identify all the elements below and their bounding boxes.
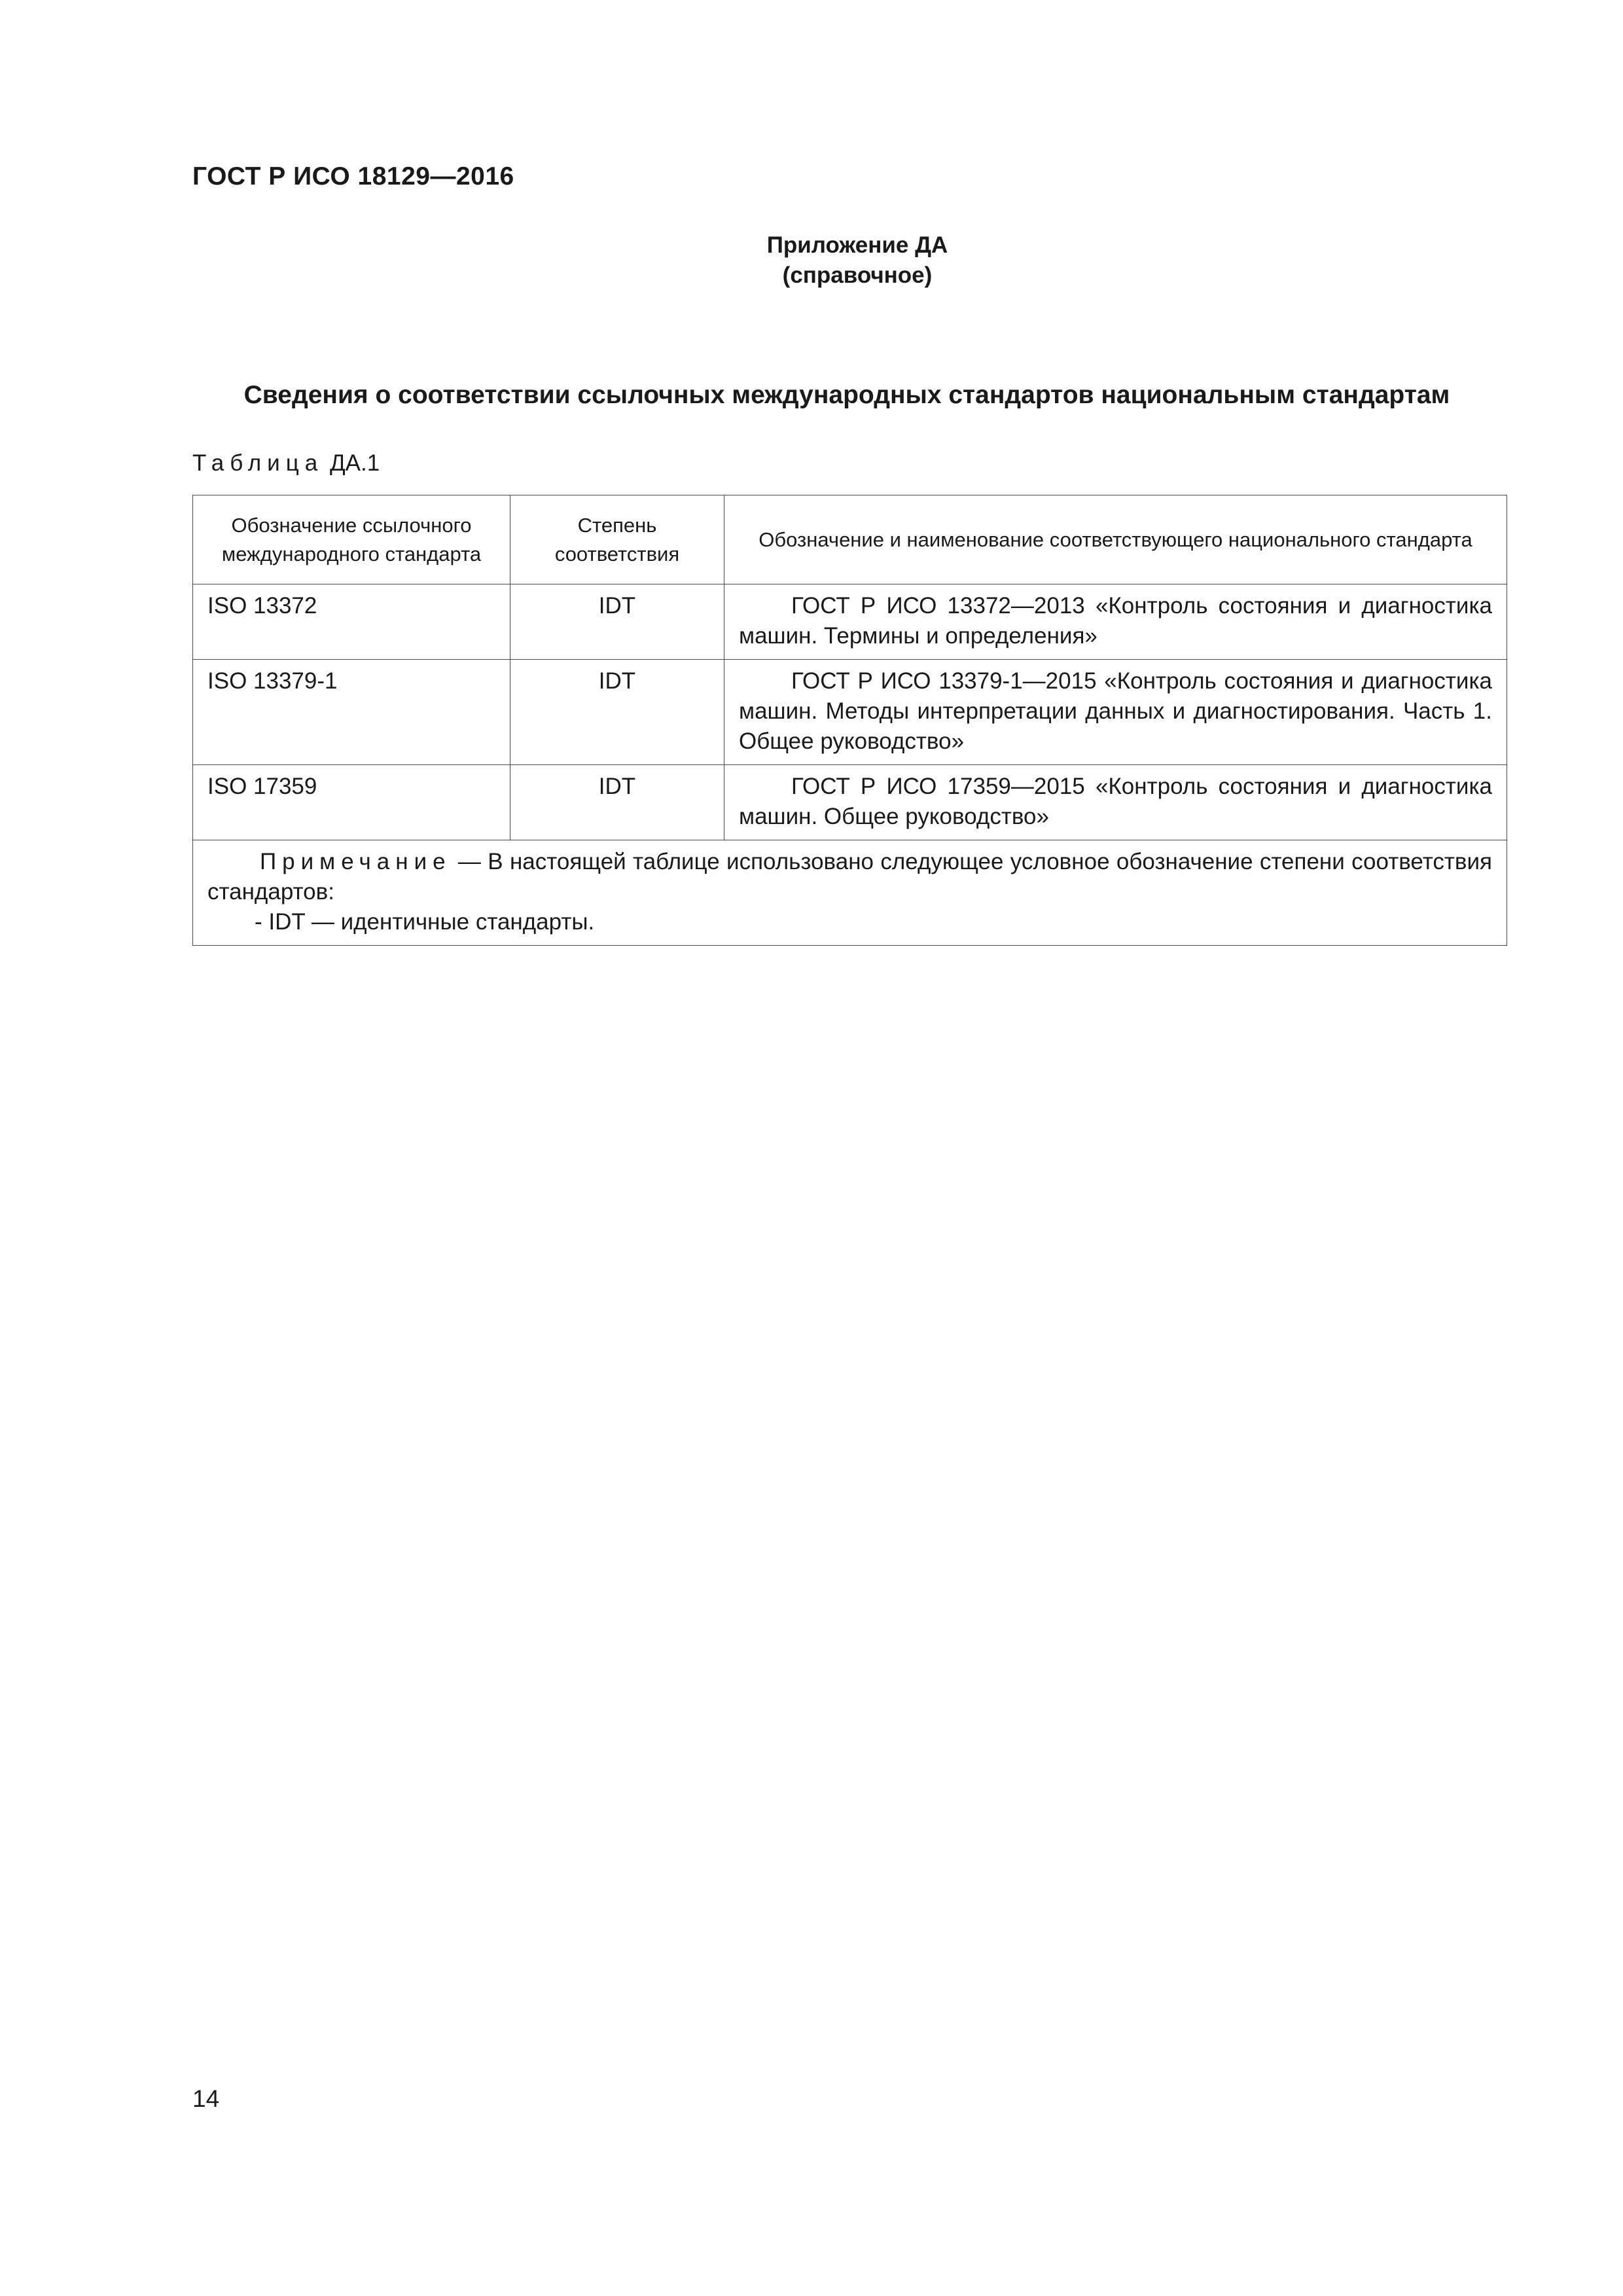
- annex-title: Приложение ДА: [766, 232, 948, 258]
- note-text: — В настоящей таблице использовано следующее условное обозначение степени соответствия стандартов:: [207, 849, 1492, 905]
- cell-degree: IDT: [510, 765, 724, 840]
- cell-degree: IDT: [510, 660, 724, 765]
- cell-intl: ISO 17359: [193, 765, 510, 840]
- cell-national: ГОСТ Р ИСО 13379-1—2015 «Контроль состояния и диагностика машин. Методы интерпретации данных и диагностирования. Часть 1. Общее руководство»: [724, 660, 1507, 765]
- note-label: Примечание: [260, 849, 452, 874]
- table-label-number: ДА.1: [329, 450, 380, 476]
- column-header-degree: Степень соответствия: [510, 495, 724, 584]
- cell-national: ГОСТ Р ИСО 13372—2013 «Контроль состояния и диагностика машин. Термины и определения»: [724, 584, 1507, 660]
- table-row: [193, 765, 1507, 840]
- annex-type: (справочное): [782, 262, 933, 288]
- table-row: [193, 584, 1507, 660]
- document-header-id: ГОСТ Р ИСО 18129—2016: [192, 162, 514, 190]
- table-note: [193, 840, 1507, 946]
- standards-table: [192, 495, 1507, 946]
- cell-degree: IDT: [510, 584, 724, 660]
- table-row: [193, 660, 1507, 765]
- column-header-national: Обозначение и наименование соответствующего национального стандарта: [724, 495, 1507, 584]
- section-title: Сведения о соответствии ссылочных международных стандартов национальным стандартам: [243, 381, 1450, 409]
- page-number: 14: [192, 2085, 220, 2112]
- note-list-item: - IDT — идентичные стандарты.: [255, 909, 595, 935]
- table-label: [192, 450, 380, 476]
- cell-intl: ISO 13379-1: [193, 660, 510, 765]
- cell-intl: ISO 13372: [193, 584, 510, 660]
- table-header-row: [193, 495, 1507, 584]
- column-header-intl: Обозначение ссылочного международного стандарта: [193, 495, 510, 584]
- table-label-prefix: Таблица: [192, 450, 324, 476]
- cell-national: ГОСТ Р ИСО 17359—2015 «Контроль состояния и диагностика машин. Общее руководство»: [724, 765, 1507, 840]
- table-note-row: [193, 840, 1507, 946]
